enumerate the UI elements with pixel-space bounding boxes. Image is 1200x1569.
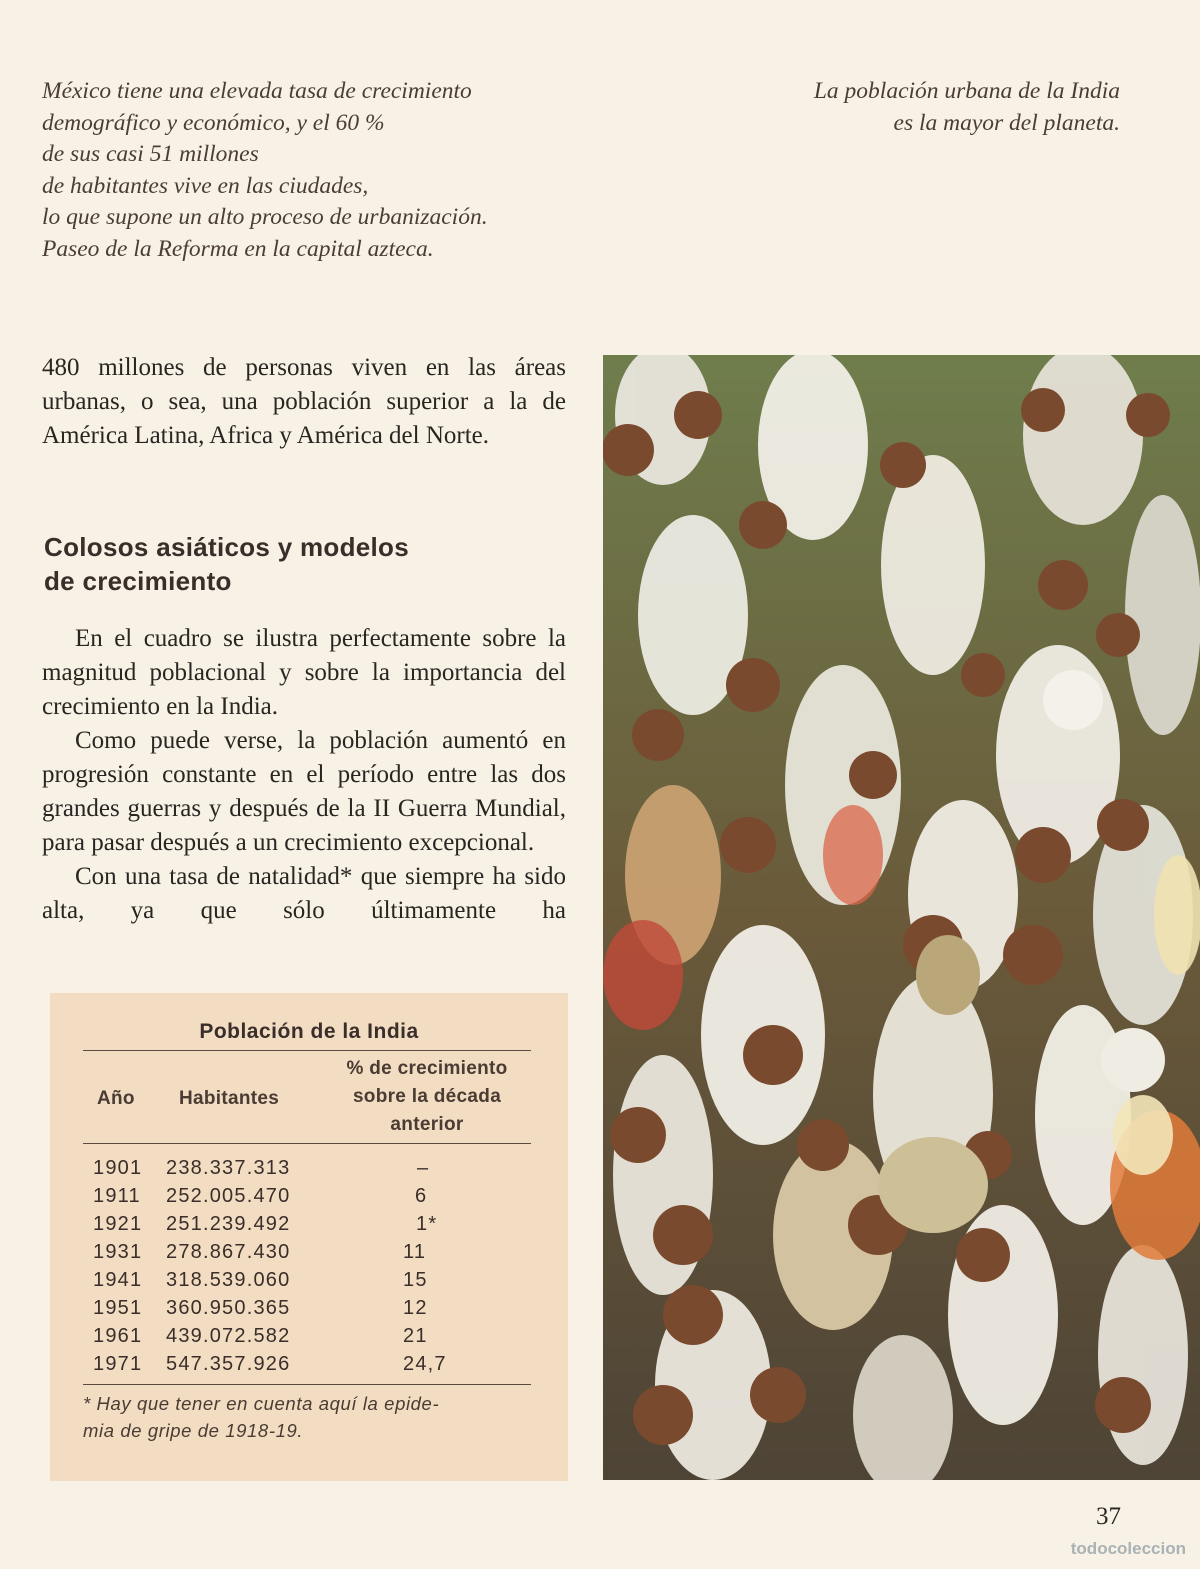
table-row <box>50 1353 568 1381</box>
caption-india <box>700 76 1120 139</box>
cell-population: 360.950.365 <box>166 1297 291 1319</box>
header-growth <box>323 1055 531 1139</box>
cell-growth: – <box>417 1157 430 1179</box>
cell-population: 547.357.926 <box>166 1353 291 1375</box>
cell-year: 1971 <box>93 1353 143 1375</box>
table-row <box>50 1185 568 1213</box>
footnote-line: * Hay que tener en cuenta aquí la epide- <box>83 1393 440 1414</box>
header-growth-line: % de crecimiento <box>346 1058 508 1079</box>
cell-growth: 24,7 <box>403 1353 447 1375</box>
paragraph: Con una tasa de natalidad* que siempre ha sido alta, ya que sólo últimamente ha <box>42 863 566 924</box>
paragraph: Como puede verse, la población aumentó en progresión constante en el período entre las dos grandes guerras y después de la II Guerra Mundial, para pasar después a un crecimiento excepcional. <box>42 727 566 856</box>
body-text <box>42 622 566 928</box>
cell-population: 251.239.492 <box>166 1213 291 1235</box>
table-row <box>50 1325 568 1353</box>
table-row <box>50 1269 568 1297</box>
table-row <box>50 1157 568 1185</box>
cell-growth: 15 <box>403 1269 428 1291</box>
heading-line: de crecimiento <box>44 566 232 596</box>
table-row <box>50 1213 568 1241</box>
caption-line: es la mayor del planeta. <box>893 109 1120 136</box>
crowd-illustration <box>603 355 1200 1480</box>
cell-growth: 21 <box>403 1325 428 1347</box>
header-year: Año <box>97 1088 135 1109</box>
cell-population: 439.072.582 <box>166 1325 291 1347</box>
section-heading <box>44 530 564 598</box>
header-growth-line: sobre la década <box>352 1086 502 1107</box>
header-growth-line: anterior <box>390 1114 464 1135</box>
cell-year: 1921 <box>93 1213 143 1235</box>
header-population: Habitantes <box>179 1088 280 1109</box>
caption-line: La población urbana de la India <box>813 78 1120 104</box>
table-rule-header <box>83 1143 531 1144</box>
cell-year: 1951 <box>93 1297 143 1319</box>
table-footnote <box>83 1390 543 1444</box>
caption-line: demográfico y económico, y el 60 % <box>42 109 385 136</box>
population-table <box>50 993 568 1481</box>
watermark: todocoleccion <box>1070 1539 1186 1558</box>
cell-growth: 6 <box>415 1185 428 1207</box>
cell-year: 1941 <box>93 1269 143 1291</box>
caption-line: de habitantes vive en las ciudades, <box>42 172 369 199</box>
cell-population: 252.005.470 <box>166 1185 291 1207</box>
table-title: Población de la India <box>199 1020 419 1043</box>
caption-line: México tiene una elevada tasa de crecimiento <box>42 78 472 104</box>
table-rule-bottom <box>83 1384 531 1385</box>
caption-line: de sus casi 51 millones <box>42 141 259 167</box>
cell-growth: 1* <box>416 1213 438 1235</box>
caption-line: Paseo de la Reforma en la capital azteca. <box>42 235 434 262</box>
cell-population: 278.867.430 <box>166 1241 291 1263</box>
cell-year: 1961 <box>93 1325 143 1347</box>
table-rule-top <box>83 1050 531 1051</box>
cell-growth: 11 <box>403 1241 427 1263</box>
heading-line: Colosos asiáticos y modelos <box>44 532 409 562</box>
cell-year: 1911 <box>93 1185 141 1207</box>
cell-year: 1931 <box>93 1241 143 1263</box>
caption-mexico <box>42 76 582 265</box>
table-row <box>50 1297 568 1325</box>
table-row <box>50 1241 568 1269</box>
caption-line: lo que supone un alto proceso de urbanización. <box>42 204 488 230</box>
crowd-photo <box>603 355 1200 1480</box>
cell-year: 1901 <box>93 1157 143 1179</box>
paragraph: En el cuadro se ilustra perfectamente sobre la magnitud poblacional y sobre la importancia del crecimiento en la India. <box>42 625 566 720</box>
paragraph-urban-population: 480 millones de personas viven en las áreas urbanas, o sea, una población superior a la de América Latina, Africa y América del Norte. <box>42 354 566 449</box>
cell-population: 238.337.313 <box>166 1157 291 1179</box>
page-number: 37 <box>1096 1503 1121 1530</box>
cell-population: 318.539.060 <box>166 1269 291 1291</box>
cell-growth: 12 <box>403 1297 428 1319</box>
footnote-line: mia de gripe de 1918-19. <box>83 1420 304 1441</box>
